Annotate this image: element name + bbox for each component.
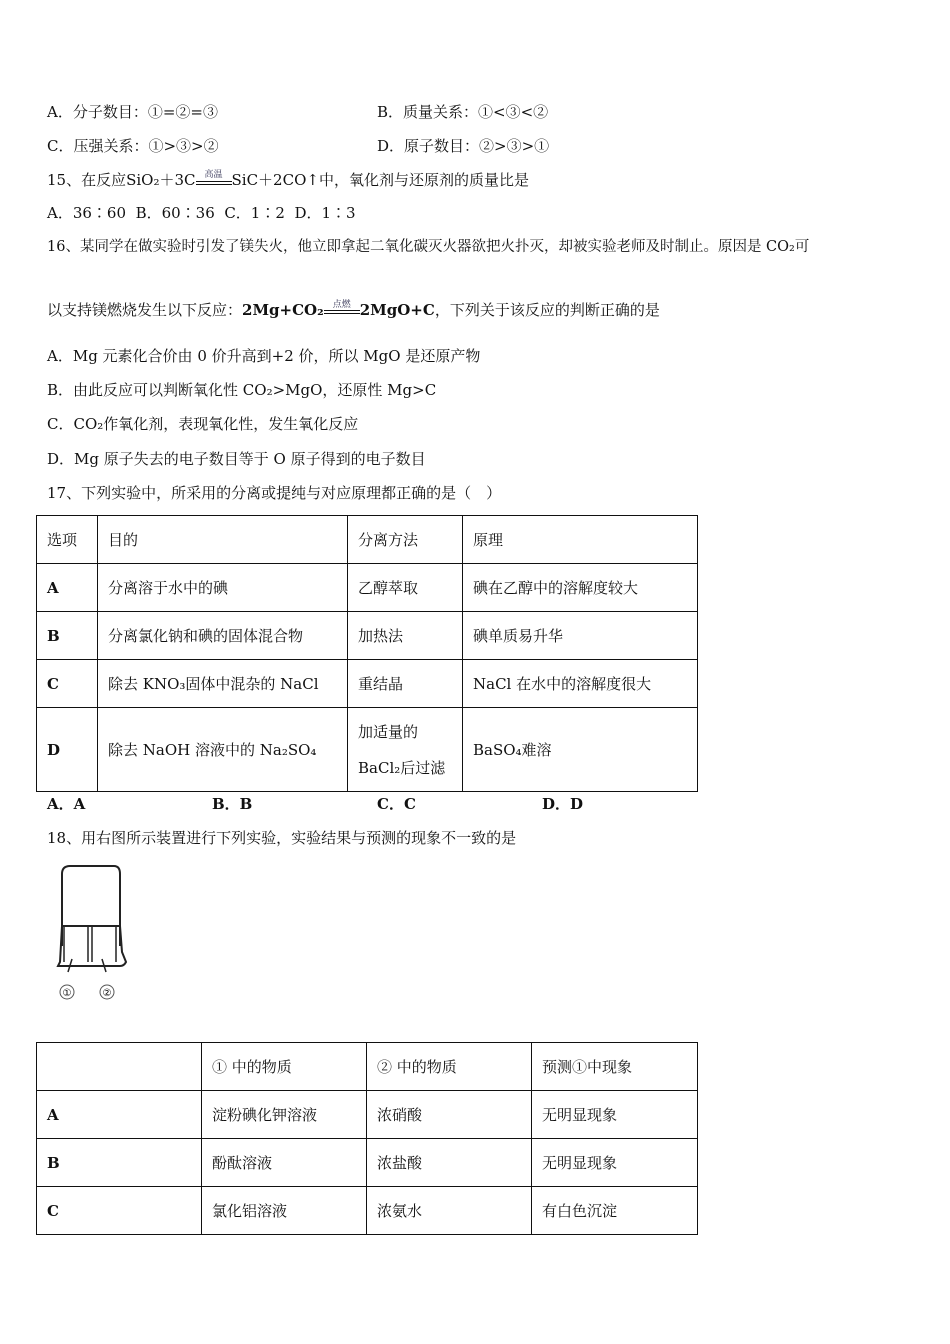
cell: 无明显现象 — [532, 1139, 698, 1187]
header-cell: 预测①中现象 — [532, 1043, 698, 1091]
q17-option-c: C．C — [377, 795, 416, 813]
q15-options — [47, 203, 356, 223]
table-row — [37, 612, 698, 660]
cell: A — [37, 1091, 202, 1139]
q15-prefix: 15、在反应 — [47, 171, 127, 189]
q17-table — [36, 515, 698, 792]
q14-option-b: B．质量关系：①<③<② — [377, 103, 549, 121]
cell: 重结晶 — [348, 660, 463, 708]
q15-stem — [47, 170, 529, 191]
table-header-row — [37, 1043, 698, 1091]
header-cell: 原理 — [463, 516, 698, 564]
table-row — [37, 1139, 698, 1187]
table-row — [37, 1187, 698, 1235]
q14-option-c: C．压强关系：①>③>② — [47, 137, 219, 155]
cell: B — [37, 1139, 202, 1187]
q16-line1: 16、某同学在做实验时引发了镁失火，他立即拿起二氧化碳灭火器欲把火扑灭，却被实验老师及时制止。原因是 CO₂可 — [47, 239, 810, 255]
header-cell — [37, 1043, 202, 1091]
cell: 分离溶于水中的碘 — [98, 564, 348, 612]
q15-equation-sign — [196, 171, 232, 191]
q15-products: SiC＋2CO↑ — [231, 171, 319, 189]
q17-stem: 17、下列实验中，所采用的分离或提纯与对应原理都正确的是（ ） — [47, 484, 502, 502]
q15-option-a: A．36∶60 — [47, 204, 127, 222]
cell: 无明显现象 — [532, 1091, 698, 1139]
cell: 碘单质易升华 — [463, 612, 698, 660]
cell: 除去 KNO₃固体中混杂的 NaCl — [98, 660, 348, 708]
q16-prefix: 以支持镁燃烧发生以下反应： — [47, 301, 243, 319]
cell: 淀粉碘化钾溶液 — [202, 1091, 367, 1139]
q18-table — [36, 1042, 698, 1235]
cell: B — [37, 612, 98, 660]
bell-jar-apparatus-figure — [50, 862, 140, 1012]
table-row — [37, 564, 698, 612]
q16-equation-sign — [324, 301, 360, 321]
cell: 氯化铝溶液 — [202, 1187, 367, 1235]
q17-option-b: B．B — [212, 795, 253, 813]
header-cell: ① 中的物质 — [202, 1043, 367, 1091]
header-cell: ② 中的物质 — [367, 1043, 532, 1091]
figure-label-1: ① — [62, 988, 72, 999]
cell: 加适量的 BaCl₂后过滤 — [348, 708, 463, 792]
figure-label-2: ② — [102, 988, 112, 999]
q18-stem: 18、用右图所示装置进行下列实验，实验结果与预测的现象不一致的是 — [47, 829, 517, 847]
cell: BaSO₄难溶 — [463, 708, 698, 792]
q16-suffix: ，下列关于该反应的判断正确的是 — [434, 301, 660, 319]
cell: 浓硝酸 — [367, 1091, 532, 1139]
q15-option-b: B．60∶36 — [135, 204, 215, 222]
q16-reactants: 2Mg+CO₂ — [242, 301, 324, 319]
cell: 碘在乙醇中的溶解度较大 — [463, 564, 698, 612]
header-cell: 选项 — [37, 516, 98, 564]
cell: A — [37, 564, 98, 612]
cell: 除去 NaOH 溶液中的 Na₂SO₄ — [98, 708, 348, 792]
q16-products: 2MgO+C — [359, 301, 435, 319]
cell: 浓盐酸 — [367, 1139, 532, 1187]
q17-option-a: A．A — [47, 795, 86, 813]
table-header-row — [37, 516, 698, 564]
cell: 乙醇萃取 — [348, 564, 463, 612]
q15-suffix: 中，氧化剂与还原剂的质量比是 — [318, 171, 529, 189]
cell: 浓氨水 — [367, 1187, 532, 1235]
cell: 分离氯化钠和碘的固体混合物 — [98, 612, 348, 660]
table-row — [37, 1091, 698, 1139]
q16-option-b: B．由此反应可以判断氧化性 CO₂>MgO，还原性 Mg>C — [47, 381, 437, 399]
q15-condition: 高温 — [204, 170, 223, 180]
header-cell: 分离方法 — [348, 516, 463, 564]
q14-option-d: D．原子数目：②>③>① — [377, 137, 550, 155]
cell: C — [37, 660, 98, 708]
q15-reactants: SiO₂＋3C — [126, 171, 196, 189]
q17-option-d: D．D — [542, 795, 584, 813]
cell: 酚酞溶液 — [202, 1139, 367, 1187]
q15-option-c: C．1∶2 — [224, 204, 285, 222]
cell: D — [37, 708, 98, 792]
q16-option-d: D．Mg 原子失去的电子数目等于 O 原子得到的电子数目 — [47, 450, 426, 468]
cell: C — [37, 1187, 202, 1235]
q16-line2 — [47, 300, 660, 321]
cell: 有白色沉淀 — [532, 1187, 698, 1235]
cell: 加热法 — [348, 612, 463, 660]
q14-option-a: A．分子数目：①=②=③ — [47, 103, 218, 121]
table-row — [37, 708, 698, 792]
q16-option-c: C．CO₂作氧化剂，表现氧化性，发生氧化反应 — [47, 415, 359, 433]
header-cell: 目的 — [98, 516, 348, 564]
q15-option-d: D．1∶3 — [294, 204, 356, 222]
q16-option-a: A．Mg 元素化合价由 0 价升高到+2 价，所以 MgO 是还原产物 — [47, 347, 481, 365]
q16-condition: 点燃 — [332, 300, 351, 310]
cell: NaCl 在水中的溶解度很大 — [463, 660, 698, 708]
table-row — [37, 660, 698, 708]
